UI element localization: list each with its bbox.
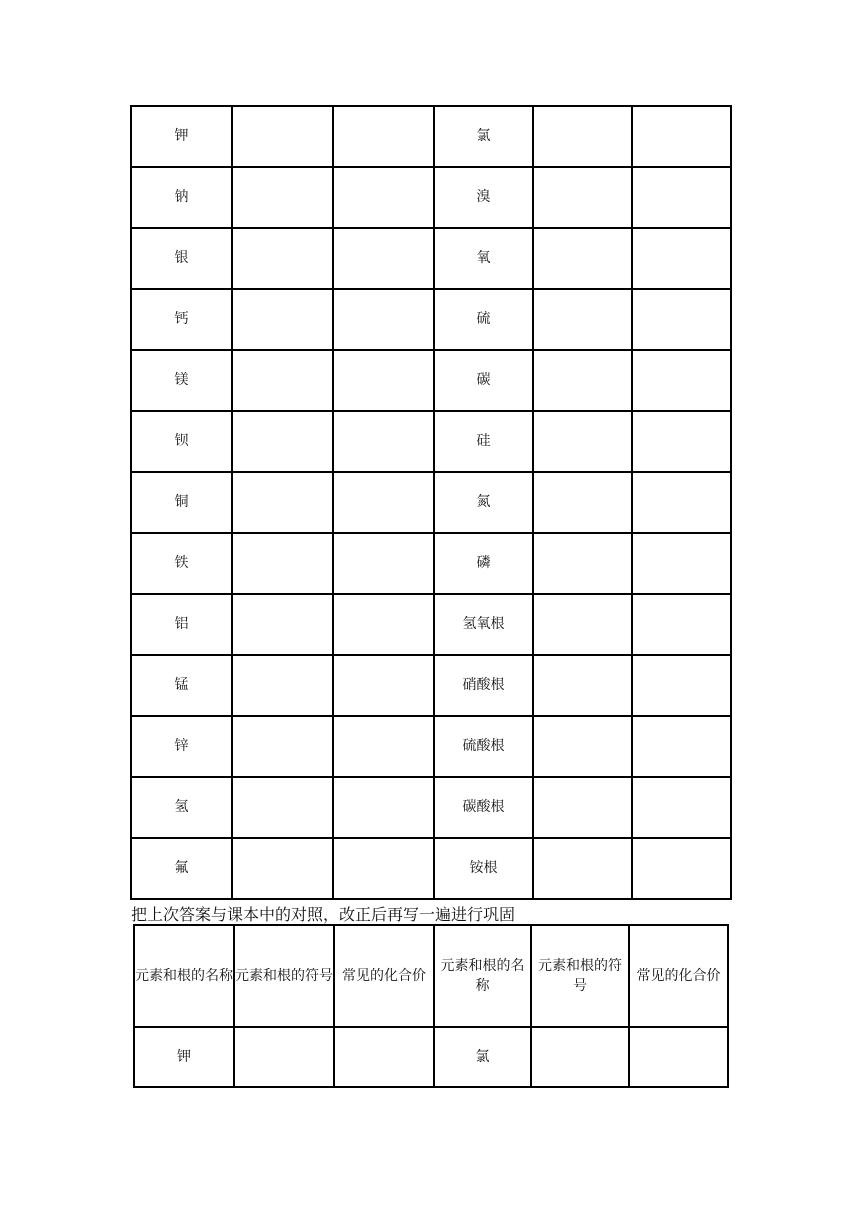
header-cell: 常见的化合价 [334, 925, 434, 1027]
answer-cell[interactable] [632, 411, 731, 472]
answer-cell[interactable] [234, 1027, 334, 1087]
element-name-cell: 氢 [131, 777, 232, 838]
answer-cell[interactable] [531, 1027, 629, 1087]
element-table-2 [133, 924, 729, 1088]
answer-cell[interactable] [533, 472, 632, 533]
table-row [131, 472, 731, 533]
answer-cell[interactable] [333, 350, 434, 411]
element-name-cell: 镁 [131, 350, 232, 411]
answer-cell[interactable] [232, 533, 333, 594]
element-name-cell: 氮 [434, 472, 533, 533]
header-cell: 元素和根的符号 [234, 925, 334, 1027]
element-name-cell: 钾 [134, 1027, 234, 1087]
element-name-cell: 硫酸根 [434, 716, 533, 777]
table-row [131, 716, 731, 777]
answer-cell[interactable] [632, 838, 731, 899]
element-name-cell: 银 [131, 228, 232, 289]
answer-cell[interactable] [333, 411, 434, 472]
answer-cell[interactable] [632, 716, 731, 777]
answer-cell[interactable] [533, 289, 632, 350]
answer-cell[interactable] [333, 167, 434, 228]
instruction-text: 把上次答案与课本中的对照，改正后再写一遍进行巩固 [131, 905, 516, 924]
element-name-cell: 硝酸根 [434, 655, 533, 716]
element-name-cell: 溴 [434, 167, 533, 228]
answer-cell[interactable] [333, 838, 434, 899]
element-name-cell: 碳酸根 [434, 777, 533, 838]
element-name-cell: 氯 [434, 106, 533, 167]
answer-cell[interactable] [533, 167, 632, 228]
element-table-2-body [134, 925, 728, 1087]
answer-cell[interactable] [232, 594, 333, 655]
element-name-cell: 钡 [131, 411, 232, 472]
answer-cell[interactable] [533, 655, 632, 716]
header-cell: 元素和根的名称 [134, 925, 234, 1027]
answer-cell[interactable] [533, 777, 632, 838]
answer-cell[interactable] [632, 533, 731, 594]
element-name-cell: 铜 [131, 472, 232, 533]
answer-cell[interactable] [232, 716, 333, 777]
answer-cell[interactable] [232, 106, 333, 167]
element-table-1-body [131, 106, 731, 899]
table-row [131, 838, 731, 899]
element-name-cell: 硫 [434, 289, 533, 350]
table-row [131, 228, 731, 289]
answer-cell[interactable] [533, 411, 632, 472]
answer-cell[interactable] [632, 228, 731, 289]
table-row [131, 777, 731, 838]
answer-cell[interactable] [533, 533, 632, 594]
answer-cell[interactable] [533, 228, 632, 289]
answer-cell[interactable] [632, 472, 731, 533]
answer-cell[interactable] [632, 106, 731, 167]
answer-cell[interactable] [632, 777, 731, 838]
answer-cell[interactable] [232, 228, 333, 289]
header-cell: 元素和根的符号 [531, 925, 629, 1027]
answer-cell[interactable] [333, 472, 434, 533]
answer-cell[interactable] [232, 289, 333, 350]
element-name-cell: 硅 [434, 411, 533, 472]
element-name-cell: 钾 [131, 106, 232, 167]
table-row [131, 289, 731, 350]
table-row [131, 350, 731, 411]
answer-cell[interactable] [333, 533, 434, 594]
answer-cell[interactable] [334, 1027, 434, 1087]
answer-cell[interactable] [232, 472, 333, 533]
element-name-cell: 铁 [131, 533, 232, 594]
answer-cell[interactable] [333, 777, 434, 838]
element-name-cell: 锌 [131, 716, 232, 777]
answer-cell[interactable] [333, 655, 434, 716]
answer-cell[interactable] [333, 289, 434, 350]
answer-cell[interactable] [533, 350, 632, 411]
answer-cell[interactable] [533, 106, 632, 167]
answer-cell[interactable] [533, 716, 632, 777]
element-name-cell: 氢氧根 [434, 594, 533, 655]
element-name-cell: 氧 [434, 228, 533, 289]
answer-cell[interactable] [632, 289, 731, 350]
answer-cell[interactable] [632, 655, 731, 716]
element-name-cell: 碳 [434, 350, 533, 411]
answer-cell[interactable] [632, 594, 731, 655]
header-row [134, 925, 728, 1027]
table-row [131, 655, 731, 716]
element-table-1 [130, 105, 732, 900]
element-name-cell: 铝 [131, 594, 232, 655]
answer-cell[interactable] [333, 106, 434, 167]
answer-cell[interactable] [533, 594, 632, 655]
answer-cell[interactable] [232, 838, 333, 899]
header-cell: 元素和根的名称 [434, 925, 531, 1027]
answer-cell[interactable] [232, 655, 333, 716]
answer-cell[interactable] [232, 777, 333, 838]
table-row [134, 1027, 728, 1087]
answer-cell[interactable] [333, 228, 434, 289]
element-name-cell: 钙 [131, 289, 232, 350]
answer-cell[interactable] [232, 350, 333, 411]
answer-cell[interactable] [333, 716, 434, 777]
element-name-cell: 铵根 [434, 838, 533, 899]
table-row [131, 533, 731, 594]
element-name-cell: 锰 [131, 655, 232, 716]
answer-cell[interactable] [533, 838, 632, 899]
answer-cell[interactable] [629, 1027, 728, 1087]
element-name-cell: 磷 [434, 533, 533, 594]
table-row [131, 411, 731, 472]
answer-cell[interactable] [632, 350, 731, 411]
answer-cell[interactable] [333, 594, 434, 655]
table-row [131, 106, 731, 167]
element-name-cell: 氯 [434, 1027, 531, 1087]
element-name-cell: 钠 [131, 167, 232, 228]
element-name-cell: 氟 [131, 838, 232, 899]
answer-cell[interactable] [232, 167, 333, 228]
header-cell: 常见的化合价 [629, 925, 728, 1027]
answer-cell[interactable] [232, 411, 333, 472]
table-row [131, 594, 731, 655]
table-row [131, 167, 731, 228]
answer-cell[interactable] [632, 167, 731, 228]
